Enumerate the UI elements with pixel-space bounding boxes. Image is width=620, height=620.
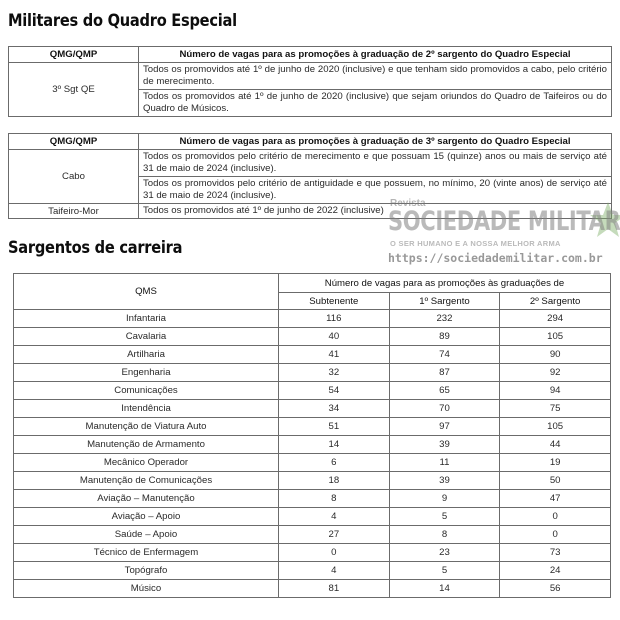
subtenente-cell: 41 — [279, 346, 390, 364]
segundo-sargento-cell: 56 — [500, 580, 611, 598]
subtenente-cell: 32 — [279, 364, 390, 382]
table-row — [14, 526, 611, 544]
primeiro-sargento-cell: 23 — [389, 544, 500, 562]
primeiro-sargento-cell: 39 — [389, 436, 500, 454]
primeiro-sargento-cell: 9 — [389, 490, 500, 508]
header-vagas-3-sargento: Número de vagas para as promoções à graduação de 3º sargento do Quadro Especial — [139, 134, 612, 150]
primeiro-sargento-cell: 5 — [389, 508, 500, 526]
segundo-sargento-cell: 73 — [500, 544, 611, 562]
primeiro-sargento-cell: 232 — [389, 310, 500, 328]
header-2-sargento: 2º Sargento — [500, 293, 611, 310]
subtenente-cell: 81 — [279, 580, 390, 598]
primeiro-sargento-cell: 65 — [389, 382, 500, 400]
section-title-sargentos-carreira: Sargentos de carreira — [8, 238, 183, 258]
segundo-sargento-cell: 92 — [500, 364, 611, 382]
segundo-sargento-cell: 0 — [500, 526, 611, 544]
segundo-sargento-cell: 44 — [500, 436, 611, 454]
segundo-sargento-cell: 19 — [500, 454, 611, 472]
qms-cell: Manutenção de Armamento — [14, 436, 279, 454]
segundo-sargento-cell: 0 — [500, 508, 611, 526]
segundo-sargento-cell: 105 — [500, 418, 611, 436]
primeiro-sargento-cell: 89 — [389, 328, 500, 346]
qms-cell: Topógrafo — [14, 562, 279, 580]
segundo-sargento-cell: 94 — [500, 382, 611, 400]
primeiro-sargento-cell: 8 — [389, 526, 500, 544]
qms-cell: Técnico de Enfermagem — [14, 544, 279, 562]
criteria-cell: Todos os promovidos até 1º de junho de 2020 (inclusive) que sejam oriundos do Quadro de Taifeiros ou do Quadro de Músicos. — [139, 90, 612, 117]
section-title-quadro-especial: Militares do Quadro Especial — [8, 11, 237, 31]
segundo-sargento-cell: 47 — [500, 490, 611, 508]
primeiro-sargento-cell: 97 — [389, 418, 500, 436]
table-3-sargento-qe — [8, 133, 612, 219]
qms-cell: Intendência — [14, 400, 279, 418]
subtenente-cell: 4 — [279, 508, 390, 526]
primeiro-sargento-cell: 74 — [389, 346, 500, 364]
subtenente-cell: 6 — [279, 454, 390, 472]
header-qmg-qmp: QMG/QMP — [9, 134, 139, 150]
table-row — [14, 472, 611, 490]
table-row — [14, 490, 611, 508]
qms-cell: Artilharia — [14, 346, 279, 364]
watermark-tagline: O SER HUMANO E A NOSSA MELHOR ARMA — [390, 239, 561, 248]
table-row — [14, 544, 611, 562]
criteria-cell: Todos os promovidos até 1º de junho de 2022 (inclusive) — [139, 204, 612, 219]
segundo-sargento-cell: 24 — [500, 562, 611, 580]
header-vagas-2-sargento: Número de vagas para as promoções à graduação de 2º sargento do Quadro Especial — [139, 47, 612, 63]
table-row — [14, 328, 611, 346]
header-group-vagas: Número de vagas para as promoções às graduações de — [279, 274, 611, 293]
criteria-cell: Todos os promovidos pelo critério de antiguidade e que possuem, no mínimo, 20 (vinte anos) de serviço até 31 de maio de 2024 (inclusive). — [139, 177, 612, 204]
table-row — [14, 562, 611, 580]
table-row — [14, 580, 611, 598]
qms-cell: Comunicações — [14, 382, 279, 400]
watermark-url: https://sociedademilitar.com.br — [388, 251, 603, 265]
qms-cell: Músico — [14, 580, 279, 598]
qms-cell: Aviação – Manutenção — [14, 490, 279, 508]
subtenente-cell: 8 — [279, 490, 390, 508]
subtenente-cell: 34 — [279, 400, 390, 418]
subtenente-cell: 116 — [279, 310, 390, 328]
table-row — [14, 310, 611, 328]
watermark-brand: SOCIEDADE MILITAR — [388, 206, 620, 237]
qms-cell: Manutenção de Viatura Auto — [14, 418, 279, 436]
header-qms: QMS — [14, 274, 279, 310]
qms-cell: Engenharia — [14, 364, 279, 382]
header-subtenente: Subtenente — [279, 293, 390, 310]
primeiro-sargento-cell: 14 — [389, 580, 500, 598]
segundo-sargento-cell: 105 — [500, 328, 611, 346]
qms-cell: Aviação – Apoio — [14, 508, 279, 526]
watermark-revista: Revista — [390, 198, 426, 209]
segundo-sargento-cell: 50 — [500, 472, 611, 490]
table-row — [14, 436, 611, 454]
qms-cell: Mecânico Operador — [14, 454, 279, 472]
primeiro-sargento-cell: 87 — [389, 364, 500, 382]
table-2-sargento-qe — [8, 46, 612, 117]
primeiro-sargento-cell: 70 — [389, 400, 500, 418]
subtenente-cell: 27 — [279, 526, 390, 544]
qms-cell: Saúde – Apoio — [14, 526, 279, 544]
criteria-cell: Todos os promovidos pelo critério de merecimento e que possuam 15 (quinze) anos ou mais de serviço até 31 de maio de 2024 (inclusive). — [139, 150, 612, 177]
subtenente-cell: 4 — [279, 562, 390, 580]
table-body — [14, 310, 611, 598]
qms-cell: Manutenção de Comunicações — [14, 472, 279, 490]
qmg-cell: 3º Sgt QE — [9, 63, 139, 117]
subtenente-cell: 18 — [279, 472, 390, 490]
segundo-sargento-cell: 294 — [500, 310, 611, 328]
subtenente-cell: 14 — [279, 436, 390, 454]
header-1-sargento: 1º Sargento — [389, 293, 500, 310]
criteria-cell: Todos os promovidos até 1º de junho de 2020 (inclusive) e que tenham sido promovidos a cabo, pelo critério de merecimento. — [139, 63, 612, 90]
table-row — [14, 346, 611, 364]
subtenente-cell: 54 — [279, 382, 390, 400]
header-qmg-qmp: QMG/QMP — [9, 47, 139, 63]
qmg-cell: Cabo — [9, 150, 139, 204]
table-row — [14, 400, 611, 418]
subtenente-cell: 40 — [279, 328, 390, 346]
table-row — [14, 382, 611, 400]
table-row — [14, 418, 611, 436]
segundo-sargento-cell: 75 — [500, 400, 611, 418]
table-sargentos-carreira — [13, 273, 611, 598]
subtenente-cell: 51 — [279, 418, 390, 436]
primeiro-sargento-cell: 39 — [389, 472, 500, 490]
primeiro-sargento-cell: 11 — [389, 454, 500, 472]
qms-cell: Cavalaria — [14, 328, 279, 346]
table-row — [14, 364, 611, 382]
segundo-sargento-cell: 90 — [500, 346, 611, 364]
qms-cell: Infantaria — [14, 310, 279, 328]
table-row — [14, 454, 611, 472]
subtenente-cell: 0 — [279, 544, 390, 562]
table-row — [14, 508, 611, 526]
qmg-cell: Taifeiro-Mor — [9, 204, 139, 219]
primeiro-sargento-cell: 5 — [389, 562, 500, 580]
